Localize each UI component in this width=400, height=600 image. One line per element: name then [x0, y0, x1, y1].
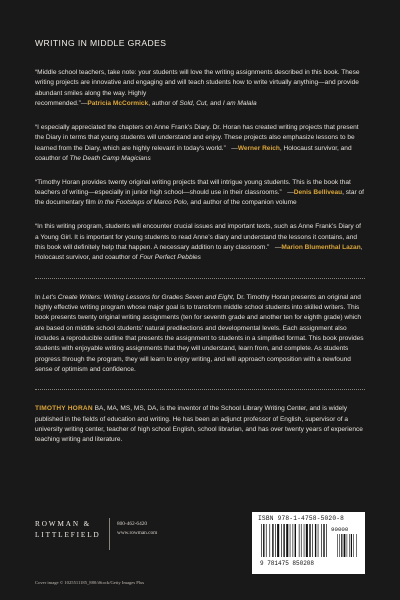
- blurb-quote: “I especially appreciated the chapters on Anne Frank’s Diary. Dr. Horan has created writing projects that present the Diary in terms that young students will understand and enjoy. These projects also emphasize lessons to be learned from the Diary, which are highly relevant in today’s world.”: [35, 123, 359, 152]
- series-label: WRITING IN MIDDLE GRADES: [35, 38, 167, 48]
- attribution-dash: —: [231, 144, 238, 152]
- barcode-bar: [318, 524, 319, 557]
- blurb-author-name: Denis Belliveau: [293, 189, 343, 197]
- blurb-author-role: , Holocaust survivor, and coauthor of: [35, 243, 363, 262]
- author-name: TIMOTHY HORAN: [35, 405, 93, 413]
- description-body: Dr. Timothy Horan presents an original and highly effective writing program whose major goal is to transform middle school students into skilled writers. This book presents twenty original writing assignments (ten for seventh grade and another ten for eighth grade) which are based on middle school students’ natural predilections and developmental levels. Each assignment also includes a reproducible outline that presents the assignment to students in a simplified format. This book provides students with enjoyable writing assignments that they will understand, learn from, and complete. As students progress through the program, they will learn to enjoy writing, and will approach composition with a newfound sense of optimism and confidence.: [35, 293, 364, 374]
- barcode-bar: [337, 534, 338, 557]
- blurb-work-title: I am Malala: [222, 100, 257, 108]
- barcode-bar: [306, 524, 308, 557]
- barcode-bar: [349, 534, 350, 557]
- cover-credit: Cover image © 1025511185_880/iStock/Getty Images Plus: [35, 580, 145, 585]
- barcode-bar: [301, 524, 302, 557]
- attribution-dash: —: [287, 189, 294, 197]
- author-bio-text: BA, MA, MS, MS, DA, is the inventor of the School Library Writing Center, and is widely published in the fields of education and writing. He has been an adjunct professor of English, supervisor of a university writing center, teacher of high school English, school librarian, and has over twenty years of experience teaching writing and literature.: [35, 405, 363, 444]
- blurb-work-title: The Death Camp Magicians: [69, 154, 151, 162]
- blurb-quote: “In this writing program, students will encounter crucial issues and important texts, such as Anne Frank’s Diary of a Young Girl. It is important for young students to read Anne’s diary and understand the lessons it contains, and this book will definitely help that happen. A necessary addition to any classroom.”: [35, 223, 361, 251]
- blurb-author-name: Patricia McCormick: [87, 100, 149, 108]
- author-bio: [35, 404, 365, 445]
- blurb-author-name: Werner Reich: [237, 144, 280, 152]
- barcode-bar: [293, 524, 294, 557]
- barcode-bar: [290, 524, 291, 557]
- blurb-4: [35, 222, 365, 263]
- barcode-bar: [261, 524, 262, 557]
- barcode-bar: [351, 534, 352, 557]
- divider: [35, 278, 365, 279]
- blurb-author-role: , Holocaust survivor, and coauthor of: [35, 144, 352, 162]
- publisher-website: www.rowman.com: [117, 530, 158, 536]
- barcode-bar: [277, 524, 279, 557]
- barcode-bar: [341, 534, 342, 557]
- blurb-work-title: Four Perfect Pebbles: [139, 254, 201, 262]
- footer: [35, 512, 365, 572]
- barcode-bar: [315, 524, 316, 557]
- barcode-bar: [266, 524, 267, 557]
- book-description: [35, 293, 365, 376]
- blurb-3: [35, 178, 365, 209]
- barcode-bar: [312, 524, 313, 557]
- barcode-bar: [281, 524, 282, 557]
- publisher-name-line1: ROWMAN &: [35, 520, 92, 528]
- publisher-contact: [117, 520, 157, 538]
- blurb-1: [35, 68, 365, 109]
- publisher-name-line2: LITTLEFIELD: [35, 531, 101, 540]
- barcode-bar: [299, 524, 300, 557]
- barcode-bar: [339, 534, 340, 557]
- barcode-bar: [283, 524, 284, 557]
- blurb-author-name: Marion Blumenthal Lazan: [281, 243, 361, 251]
- blurb-connector: and: [208, 100, 223, 108]
- barcode-bar: [295, 524, 296, 557]
- barcode-bar: [321, 524, 322, 557]
- book-title: Let’s Create Writers: Writing Lessons for Grades Seven and Eight,: [42, 293, 235, 301]
- barcode-bar: [347, 534, 348, 557]
- barcode-bar: [286, 524, 288, 557]
- barcode-bar: [344, 534, 346, 557]
- attribution-dash: —: [274, 243, 282, 251]
- blurb-work-title: Sold, Cut,: [179, 100, 209, 108]
- blurb-author-role: and author of the companion volume: [188, 199, 297, 207]
- barcode-bar: [356, 534, 357, 557]
- attribution-dash: —: [80, 100, 88, 108]
- barcode-bar: [309, 524, 310, 557]
- description-lead: In: [35, 293, 43, 301]
- barcode-bar: [304, 524, 305, 557]
- publisher-divider: [109, 518, 110, 550]
- blurb-quote: “Middle school teachers, take note: your students will love the writing assignments described in this book. These writing projects are innovative and engaging and will teach students how to write virtually anything—and provide abundant smiles along the way. Highly recommended.”: [35, 69, 360, 108]
- isbn-text: ISBN 978-1-4758-5020-8: [258, 515, 345, 522]
- barcode-bar: [269, 524, 270, 557]
- barcode-bar: [263, 524, 264, 557]
- blurb-work-title: In the Footsteps of Marco Polo,: [97, 199, 189, 207]
- divider: [35, 389, 365, 390]
- blurb-quote: “Timothy Horan provides twenty original writing projects that will intrigue young students. This is the book that teachers of writing—especially in junior high school—should use in their classrooms.”: [35, 178, 351, 197]
- barcode-bar: [275, 524, 276, 557]
- publisher-logo: [35, 519, 103, 541]
- ean-digits: 9 781475 850208: [260, 560, 315, 566]
- barcode-bar: [353, 534, 354, 557]
- barcode-bar: [323, 524, 324, 557]
- barcode-bar: [326, 524, 327, 557]
- barcode: [252, 512, 365, 574]
- price-code: 90000: [331, 526, 349, 533]
- publisher-phone: 800-462-6420: [117, 521, 148, 527]
- blurb-2: [35, 123, 365, 164]
- blurb-author-role: , author of: [148, 100, 180, 108]
- barcode-bar: [272, 524, 273, 557]
- blurb-author-role: , star of the documentary film: [35, 189, 364, 207]
